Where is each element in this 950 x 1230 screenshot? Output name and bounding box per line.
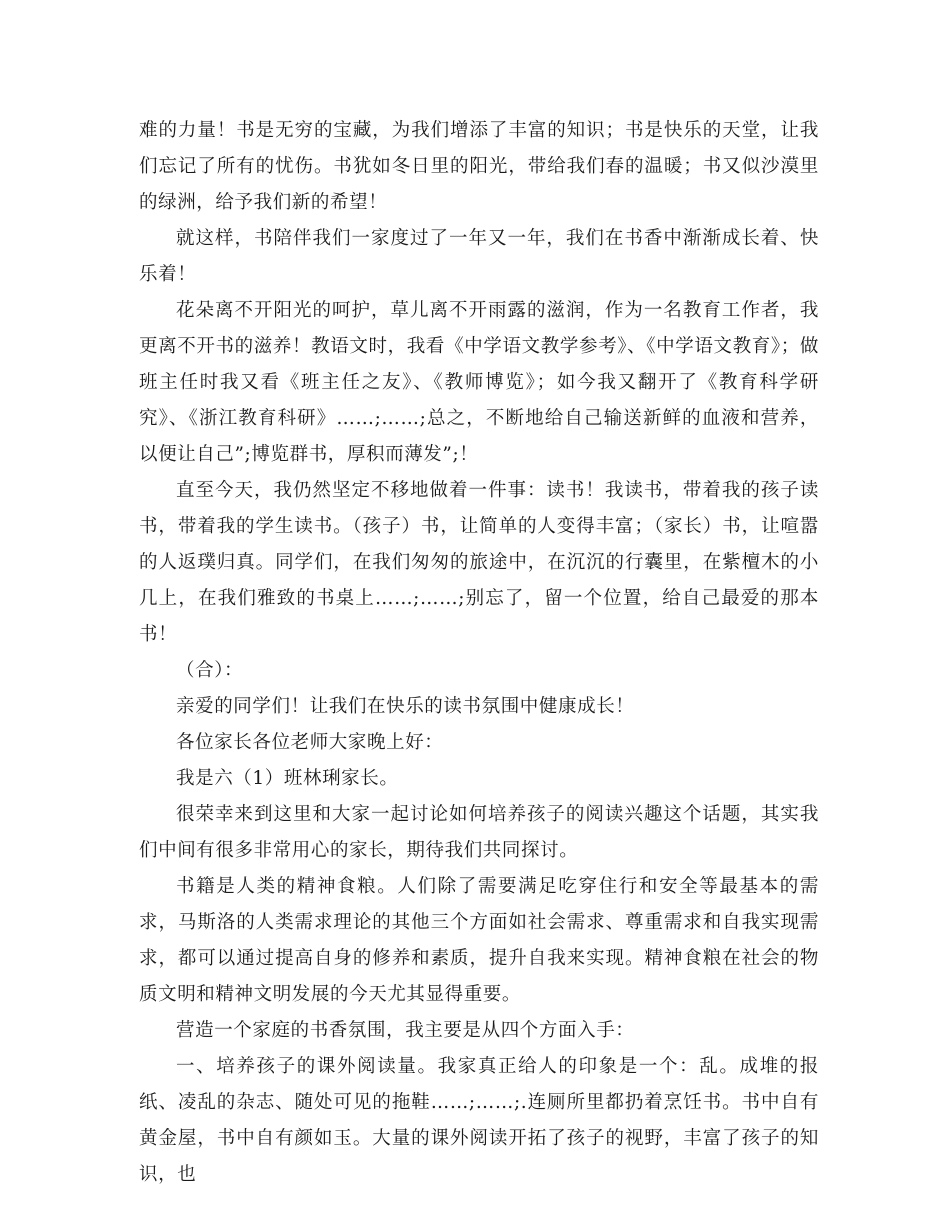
- paragraph-8: 我是六（1）班林琍家长。: [176, 768, 399, 789]
- paragraph-7: 各位家长各位老师大家晚上好：: [176, 732, 444, 753]
- paragraph-11: 营造一个家庭的书香氛围，我主要是从四个方面入手：: [176, 1020, 635, 1041]
- paragraph-10: 书籍是人类的精神食粮。人们除了需要满足吃穿住行和安全等最基本的需求，马斯洛的人类需求理论的其他三个方面如社会需求、尊重需求和自我实现需求，都可以通过提高自身的修养和素质，提升自我来实现。精神食粮在社会的物质文明和精神文明发展的今天尤其显得重要。: [139, 876, 819, 1005]
- paragraph-5: （合）：: [176, 660, 244, 681]
- paragraph-12: 一、培养孩子的课外阅读量。我家真正给人的印象是一个：乱。成堆的报纸、凌乱的杂志、随处可见的拖鞋……;……;.连厕所里都扔着烹饪书。书中自有黄金屋，书中自有颜如玉。大量的课外阅读开拓了孩子的视野，丰富了孩子的知识，也: [139, 1056, 819, 1185]
- paragraph-6: 亲爱的同学们！让我们在快乐的读书氛围中健康成长！: [176, 696, 635, 717]
- paragraph-1: 难的力量！书是无穷的宝藏，为我们增添了丰富的知识；书是快乐的天堂，让我们忘记了所有的忧伤。书犹如冬日里的阳光，带给我们春的温暖；书又似沙漠里的绿洲，给予我们新的希望！: [139, 120, 819, 213]
- paragraph-2: 就这样，书陪伴我们一家度过了一年又一年，我们在书香中渐渐成长着、快乐着！: [139, 228, 819, 285]
- paragraph-3: 花朵离不开阳光的呵护，草儿离不开雨露的滋润，作为一名教育工作者，我更离不开书的滋养！教语文时，我看《中学语文教学参考》、《中学语文教育》；做班主任时我又看《班主任之友》、《教师博览》；如今我又翻开了《教育科学研究》、《浙江教育科研》……;……;总之，不断地给自己输送新鲜的血液和营养，以便让自己”;博览群书，厚积而薄发”;！: [139, 300, 819, 465]
- paragraph-4: 直至今天，我仍然坚定不移地做着一件事：读书！我读书，带着我的孩子读书，带着我的学生读书。（孩子）书，让简单的人变得丰富；（家长）书，让喧嚣的人返璞归真。同学们，在我们匆匆的旅途中，在沉沉的行囊里，在紫檀木的小几上，在我们雅致的书桌上……;……;别忘了，留一个位置，给自己最爱的那本书！: [139, 480, 819, 645]
- paragraph-9: 很荣幸来到这里和大家一起讨论如何培养孩子的阅读兴趣这个话题，其实我们中间有很多非常用心的家长，期待我们共同探讨。: [139, 804, 819, 861]
- body-text: [139, 113, 819, 1193]
